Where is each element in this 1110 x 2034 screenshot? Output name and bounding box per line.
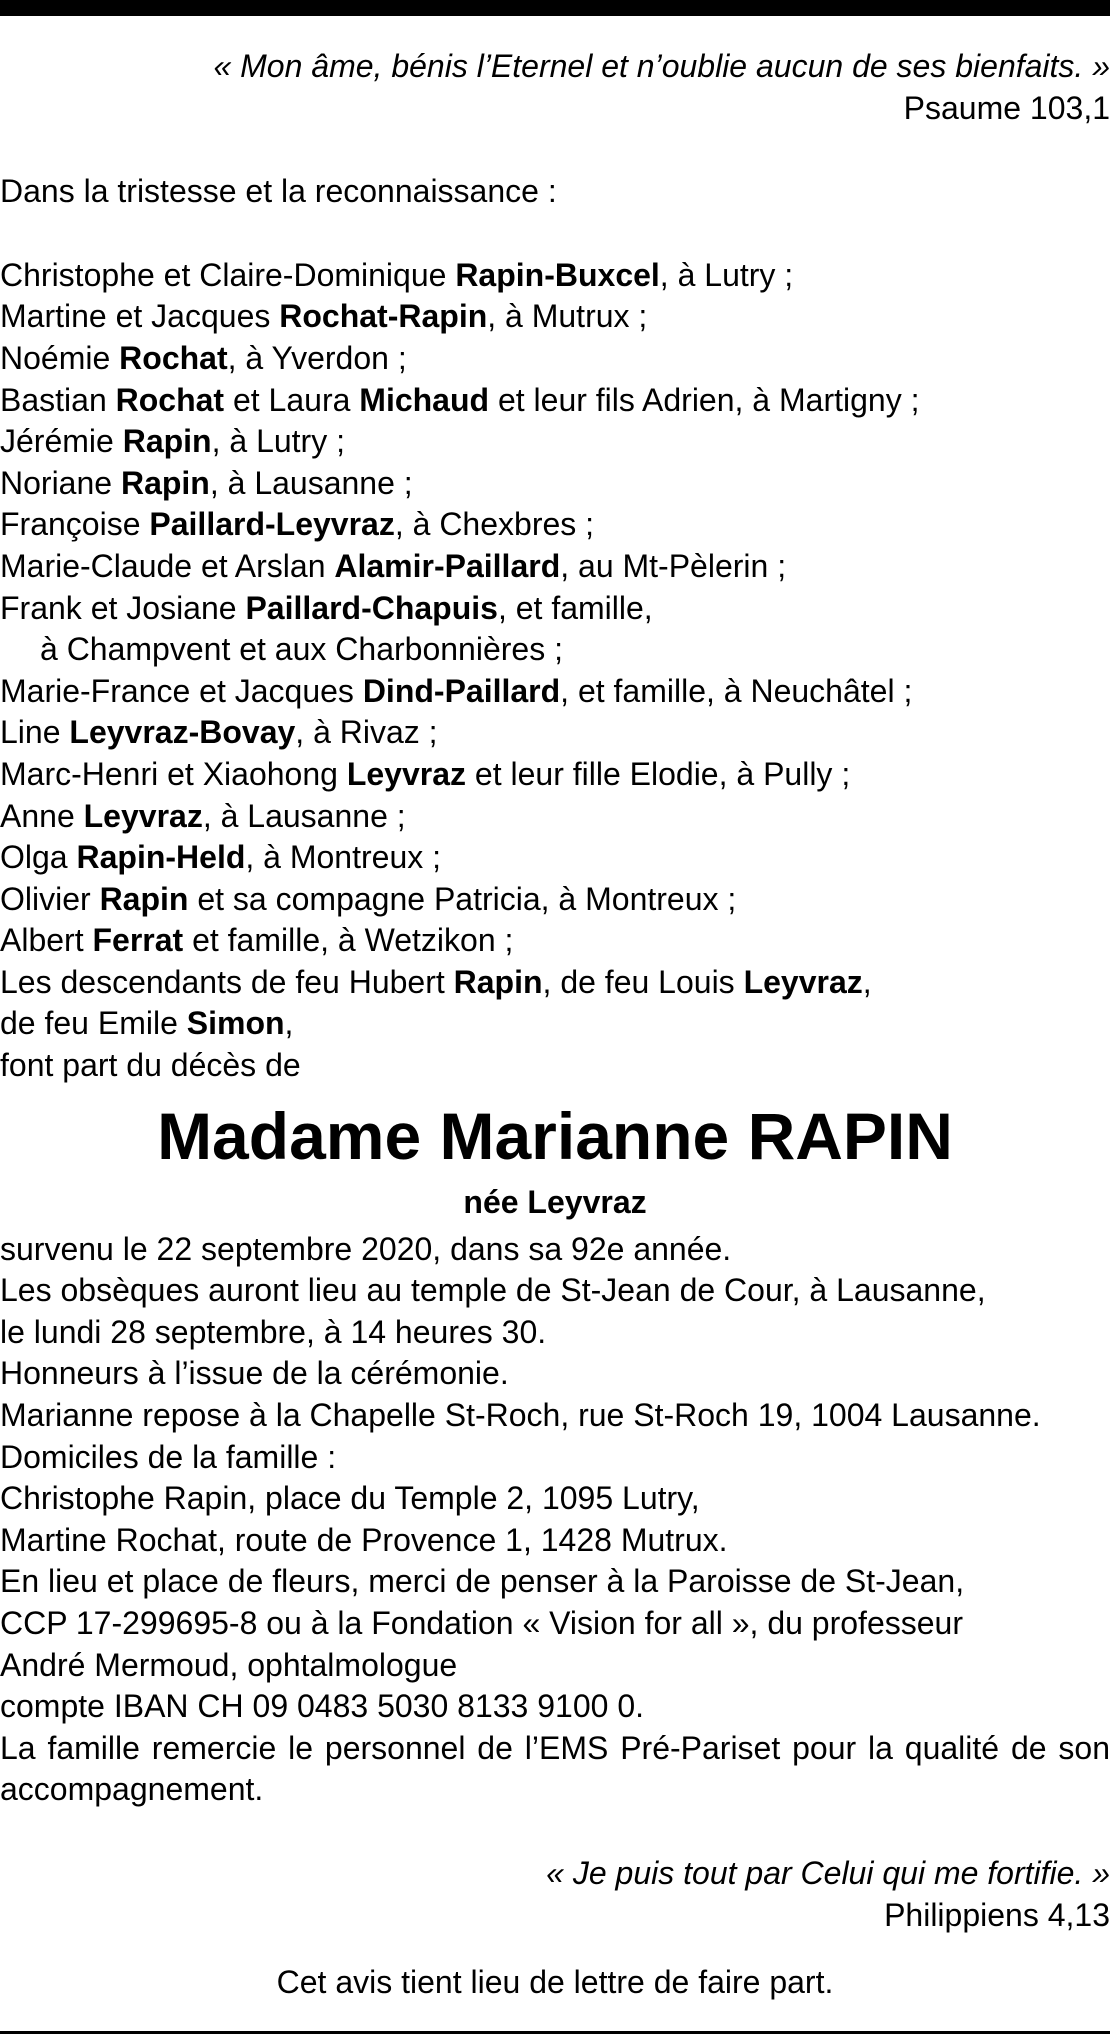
family-line: Frank et Josiane Paillard-Chapuis, et famille, [0, 589, 653, 626]
family-line: Olivier Rapin et sa compagne Patricia, à Montreux ; [0, 880, 737, 917]
family-line: Jérémie Rapin, à Lutry ; [0, 423, 345, 460]
detail-line: CCP 17-299695-8 ou à la Fondation « Vision for all », du professeur [0, 1605, 963, 1641]
family-line: Marie-France et Jacques Dind-Paillard, et famille, à Neuchâtel ; [0, 672, 913, 709]
family-line: Christophe et Claire-Dominique Rapin-Buxcel, à Lutry ; [0, 256, 794, 293]
detail-line: le lundi 28 septembre, à 14 heures 30. [0, 1313, 547, 1350]
top-rule [0, 0, 1110, 16]
family-line: Noriane Rapin, à Lausanne ; [0, 464, 413, 501]
deceased-maiden-name: née Leyvraz [463, 1183, 647, 1220]
family-line-continued: à Champvent et aux Charbonnières ; [40, 631, 563, 668]
family-line: Bastian Rochat et Laura Michaud et leur fils Adrien, à Martigny ; [0, 381, 920, 418]
detail-line: André Mermoud, ophtalmologue [0, 1646, 458, 1683]
family-line: de feu Emile Simon, [0, 1005, 294, 1042]
detail-line: Christophe Rapin, place du Temple 2, 1095 Lutry, [0, 1480, 700, 1517]
detail-line: Domiciles de la famille : [0, 1438, 337, 1475]
footer-note: Cet avis tient lieu de lettre de faire part. [276, 1964, 834, 2001]
detail-line: survenu le 22 septembre 2020, dans sa 92e année. [0, 1230, 732, 1267]
family-line: Line Leyvraz-Bovay, à Rivaz ; [0, 714, 438, 751]
thanks-paragraph: La famille remercie le personnel de l’EMS Pré-Pariset pour la qualité de son accompagnement. [0, 1729, 1110, 1808]
details [0, 1229, 1110, 1811]
family-line: Les descendants de feu Hubert Rapin, de feu Louis Leyvraz, [0, 963, 872, 1000]
family-line: Marie-Claude et Arslan Alamir-Paillard, au Mt-Pèlerin ; [0, 547, 787, 584]
family-line: Albert Ferrat et famille, à Wetzikon ; [0, 922, 514, 959]
detail-line: Martine Rochat, route de Provence 1, 1428 Mutrux. [0, 1521, 728, 1558]
family-line: Anne Leyvraz, à Lausanne ; [0, 797, 406, 834]
closing-quote: « Je puis tout par Celui qui me fortifie. » [546, 1854, 1110, 1891]
closing-quote-reference: Philippiens 4,13 [884, 1896, 1110, 1933]
family-line: Françoise Paillard-Leyvraz, à Chexbres ; [0, 506, 595, 543]
notice-content [0, 46, 1110, 2004]
family-line: font part du décès de [0, 1047, 301, 1084]
deceased-name: Madame Marianne RAPIN [157, 1098, 953, 1173]
family-list [0, 255, 1110, 1087]
header-quote-reference: Psaume 103,1 [903, 89, 1110, 126]
detail-line: Honneurs à l’issue de la cérémonie. [0, 1355, 509, 1392]
family-line: Olga Rapin-Held, à Montreux ; [0, 839, 442, 876]
detail-line: compte IBAN CH 09 0483 5030 8133 9100 0. [0, 1688, 644, 1725]
intro-line: Dans la tristesse et la reconnaissance : [0, 173, 557, 210]
family-line: Martine et Jacques Rochat-Rapin, à Mutrux ; [0, 298, 648, 335]
family-line: Marc-Henri et Xiaohong Leyvraz et leur fille Elodie, à Pully ; [0, 755, 851, 792]
detail-line: Les obsèques auront lieu au temple de St-Jean de Cour, à Lausanne, [0, 1272, 986, 1309]
detail-line: En lieu et place de fleurs, merci de penser à la Paroisse de St-Jean, [0, 1563, 965, 1600]
family-line: Noémie Rochat, à Yverdon ; [0, 339, 407, 376]
detail-line: Marianne repose à la Chapelle St-Roch, rue St-Roch 19, 1004 Lausanne. [0, 1397, 1041, 1434]
header-quote: « Mon âme, bénis l’Eternel et n’oublie aucun de ses bienfaits. » [213, 48, 1110, 84]
